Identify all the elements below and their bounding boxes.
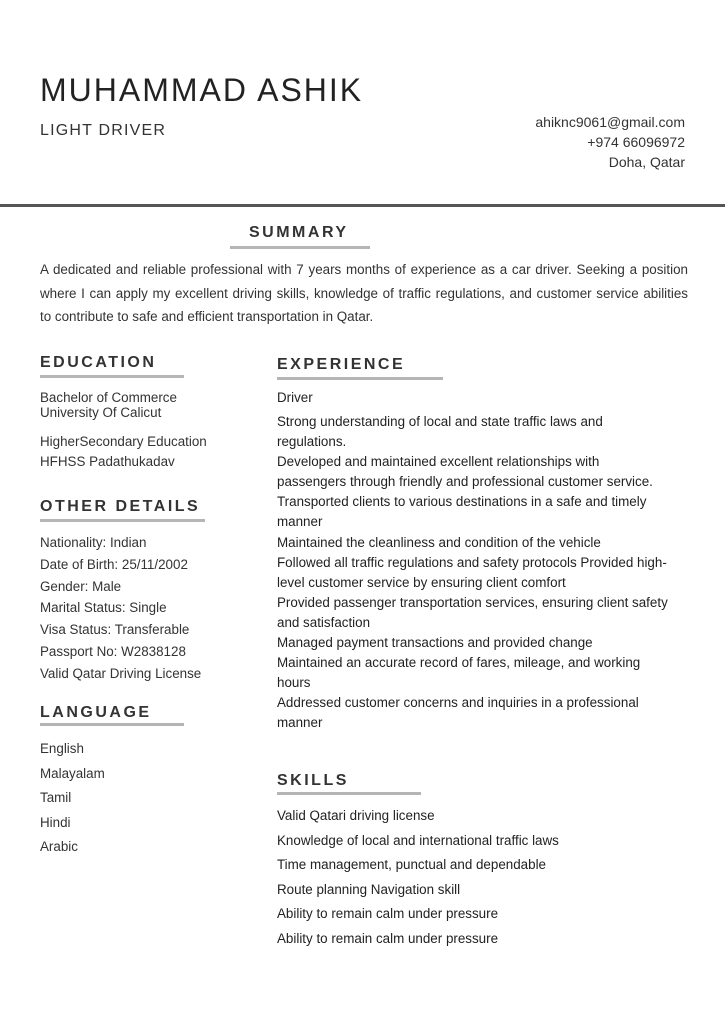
summary-heading: SUMMARY (249, 224, 349, 241)
other-details-list (40, 532, 250, 685)
education-entry (40, 432, 250, 472)
experience-item: Followed all traffic regulations and safety protocols Provided high-level customer service by ensuring client comfort (277, 554, 667, 590)
detail-license: Valid Qatar Driving License (40, 665, 202, 681)
experience-item: Provided passenger transportation services, ensuring client safety and satisfaction (277, 594, 668, 630)
experience-role: Driver (277, 390, 313, 405)
header-divider (0, 204, 725, 207)
experience-item: Addressed customer concerns and inquiries in a professional manner (277, 695, 639, 731)
language-list (40, 737, 250, 860)
language-heading: LANGUAGE (40, 704, 152, 721)
other-details-heading: OTHER DETAILS (40, 498, 201, 515)
job-title: LIGHT DRIVER (40, 122, 167, 139)
detail-passport: Passport No: W2838128 (40, 643, 186, 659)
education-heading: EDUCATION (40, 354, 157, 371)
detail-visa-status: Visa Status: Transferable (40, 622, 190, 638)
summary-text: A dedicated and reliable professional with 7 years months of experience as a car driver. Seeking a position where I can apply my excellent driving skills, knowledge of traffic regulations, and customer service abilities to contribute to safe and efficient transportation in Qatar. (40, 262, 688, 324)
language-item: Tamil (40, 790, 72, 805)
experience-item: Maintained the cleanliness and condition of the vehicle (277, 534, 601, 550)
experience-item: Developed and maintained excellent relationships with passengers through friendly and professional customer service. (277, 454, 653, 490)
skills-heading: SKILLS (277, 772, 349, 789)
skills-list (277, 804, 697, 951)
contact-phone[interactable]: +974 66096972 (587, 134, 685, 150)
education-underline (40, 375, 184, 378)
language-item: Hindi (40, 814, 71, 830)
experience-heading: EXPERIENCE (277, 356, 406, 373)
skill-item: Route planning Navigation skill (277, 881, 461, 897)
skill-item: Valid Qatari driving license (277, 808, 435, 823)
experience-item: Strong understanding of local and state traffic laws and regulations. (277, 414, 603, 450)
education-degree: HigherSecondary Education (40, 434, 207, 449)
other-details-underline (40, 519, 205, 522)
detail-gender: Gender: Male (40, 578, 122, 594)
language-item: Arabic (40, 839, 78, 854)
skill-item: Ability to remain calm under pressure (277, 930, 499, 946)
experience-item: Maintained an accurate record of fares, mileage, and working hours (277, 655, 641, 691)
experience-item: Managed payment transactions and provided change (277, 635, 593, 651)
contact-email[interactable]: ahiknc9061@gmail.com (535, 114, 685, 130)
education-institution: University Of Calicut (40, 405, 162, 420)
experience-underline (277, 377, 443, 380)
skill-item: Knowledge of local and international traffic laws (277, 832, 559, 848)
contact-block (535, 112, 685, 172)
detail-nationality: Nationality: Indian (40, 535, 147, 550)
language-underline (40, 723, 184, 726)
language-item: Malayalam (40, 765, 105, 781)
detail-marital-status: Marital Status: Single (40, 600, 167, 616)
skill-item: Ability to remain calm under pressure (277, 906, 499, 921)
education-degree: Bachelor of Commerce (40, 390, 177, 405)
candidate-name: MUHAMMAD ASHIK (40, 72, 364, 108)
education-institution: HFHSS Padathukadav (40, 454, 175, 469)
language-item: English (40, 741, 84, 756)
experience-list (277, 412, 672, 734)
contact-location: Doha, Qatar (608, 154, 685, 170)
experience-item: Transported clients to various destinations in a safe and timely manner (277, 494, 647, 530)
detail-date-of-birth: Date of Birth: 25/11/2002 (40, 556, 188, 572)
skill-item: Time management, punctual and dependable (277, 857, 546, 872)
skills-underline (277, 792, 421, 795)
education-entry (40, 390, 250, 420)
summary-underline (230, 246, 370, 249)
